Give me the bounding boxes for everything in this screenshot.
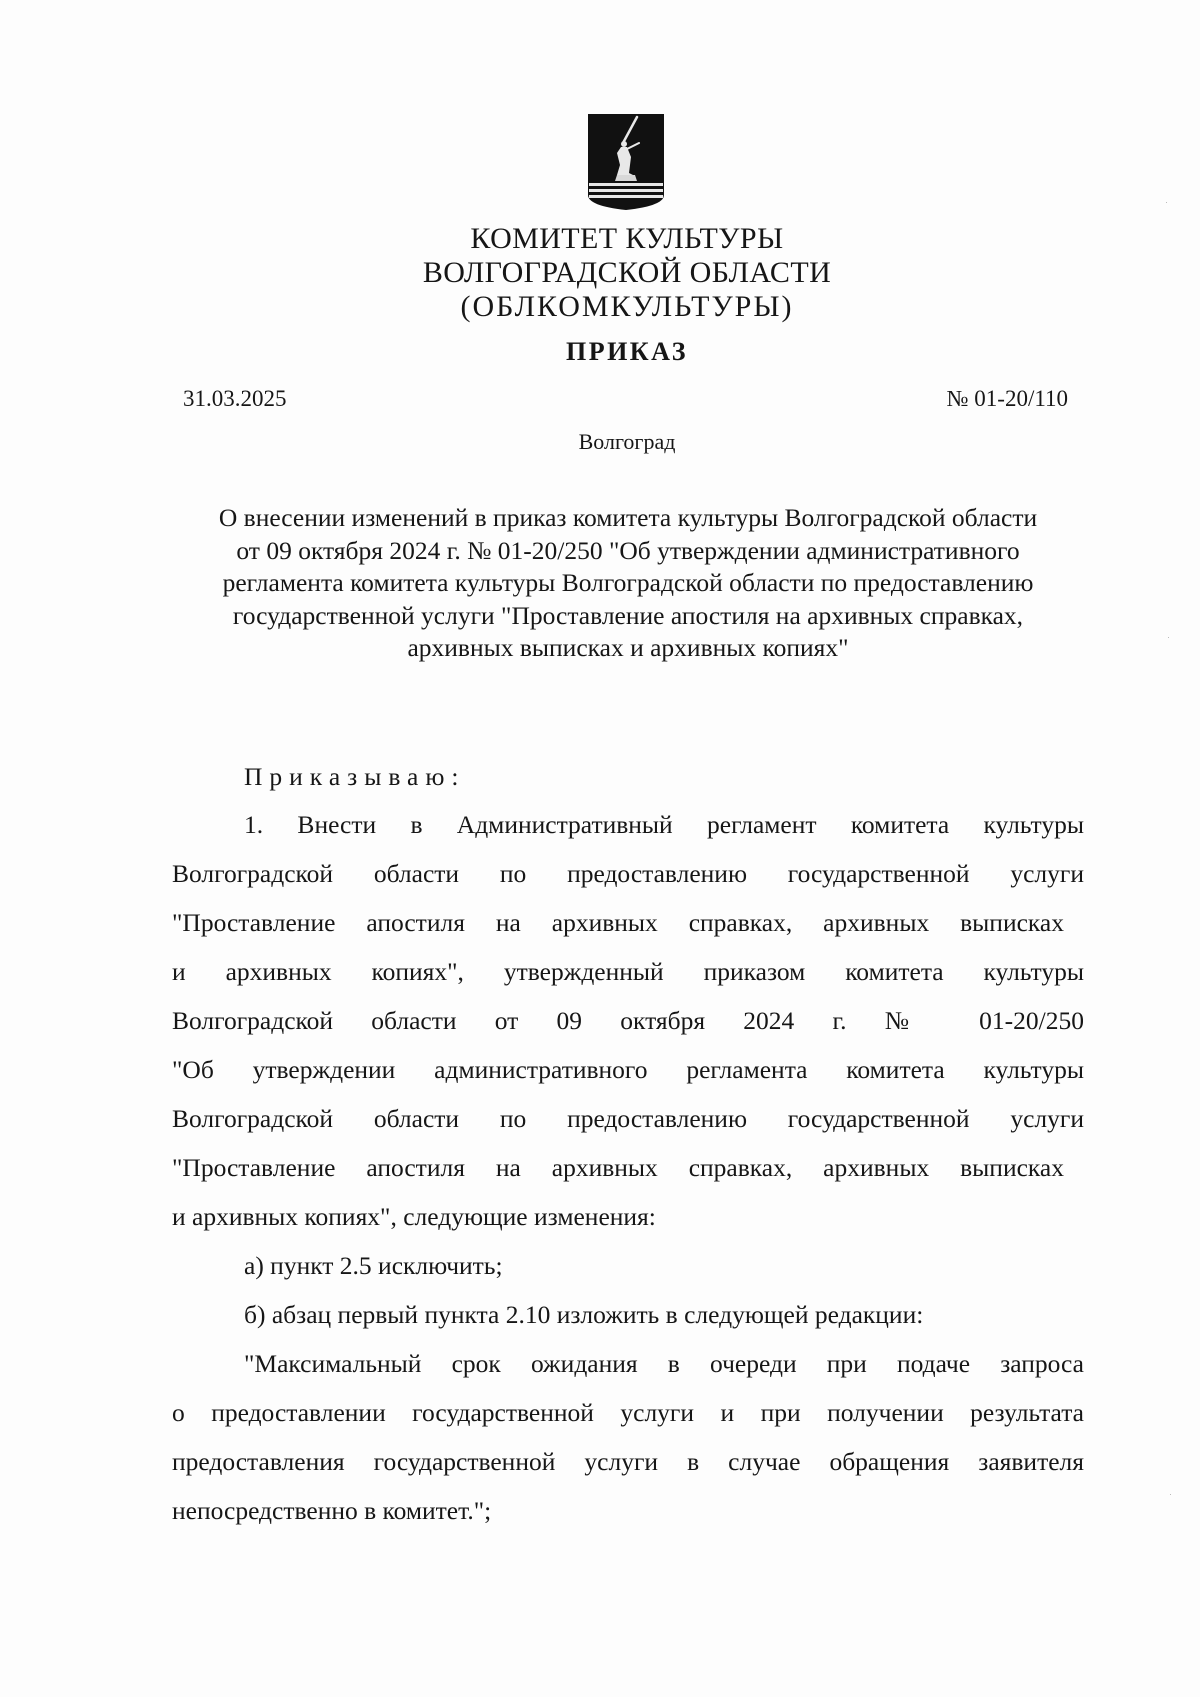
document-date: 31.03.2025 [183,386,287,411]
quote-line: предоставления государственной услуги в случае обращения заявителя [172,1447,1084,1476]
title-line: регламента комитета культуры Волгоградской области по предоставлению [222,568,1034,597]
document-title [172,502,1084,665]
body-line: Волгоградской области от 09 октября 2024 г. № 01-20/250 [172,1006,1084,1035]
org-name-line2: ВОЛГОГРАДСКОЙ ОБЛАСТИ [422,256,832,289]
document-number: № 01-20/110 [946,386,1068,411]
title-line: от 09 октября 2024 г. № 01-20/250 "Об утверждении административного [236,535,1020,565]
body-line: Волгоградской области по предоставлению государственной услуги [172,1104,1084,1133]
coat-of-arms-emblem [587,113,665,210]
org-name-abbreviation: (ОБЛКОМКУЛЬТУРЫ) [460,290,794,323]
scan-speck [1166,202,1167,203]
document-city: Волгоград [578,429,676,454]
quote-line: "Максимальный срок ожидания в очереди при подаче запроса [244,1349,1084,1378]
order-word: Приказываю: [244,762,466,791]
body-line: 1. Внести в Административный регламент комитета культуры [244,810,1084,839]
scan-speck [1170,1494,1171,1495]
scan-speck [1168,637,1169,638]
body-line: и архивных копиях", следующие изменения: [172,1202,656,1231]
title-line: О внесении изменений в приказ комитета культуры Волгоградской области [218,503,1038,532]
title-line: архивных выписках и архивных копиях" [407,633,849,662]
body-line: и архивных копиях", утвержденный приказом комитета культуры [172,957,1084,986]
list-item-a: а) пункт 2.5 исключить; [244,1251,503,1280]
body-line: "Проставление апостиля на архивных справках, архивных выписках [172,1153,1064,1182]
quote-line: непосредственно в комитет."; [172,1496,492,1525]
quote-line: о предоставлении государственной услуги и при получении результата [172,1398,1084,1427]
document-type: ПРИКАЗ [565,337,689,366]
title-line: государственной услуги "Проставление апостиля на архивных справках, [232,600,1024,630]
body-line: "Проставление апостиля на архивных справках, архивных выписках [172,908,1064,937]
list-item-b: б) абзац первый пункта 2.10 изложить в следующей редакции: [244,1300,924,1329]
body-line: "Об утверждении административного регламента комитета культуры [172,1055,1084,1084]
body-line: Волгоградской области по предоставлению государственной услуги [172,859,1084,888]
org-name-line1: КОМИТЕТ КУЛЬТУРЫ [470,222,784,255]
